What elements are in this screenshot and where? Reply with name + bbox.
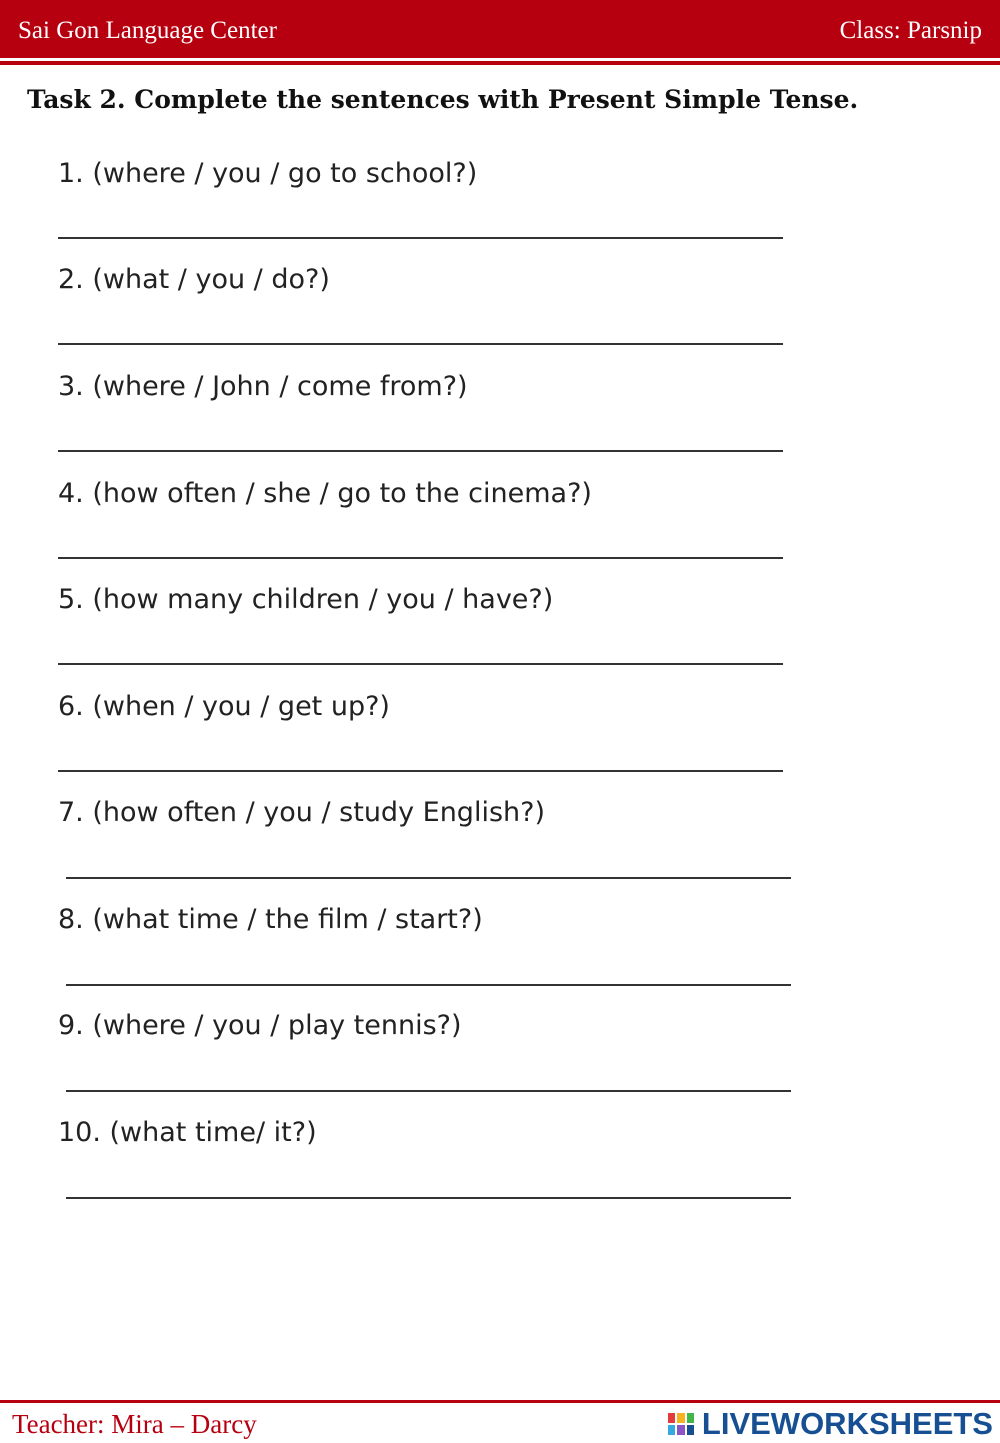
question-7: 7. (how often / you / study English?) <box>58 797 545 828</box>
answer-line-4[interactable] <box>58 557 783 559</box>
answer-line-1[interactable] <box>58 237 783 239</box>
question-3: 3. (where / John / come from?) <box>58 371 468 402</box>
answer-line-6[interactable] <box>58 770 783 772</box>
center-name: Sai Gon Language Center <box>18 17 277 44</box>
question-8: 8. (what time / the film / start?) <box>58 904 483 935</box>
question-6: 6. (when / you / get up?) <box>58 691 390 722</box>
question-2: 2. (what / you / do?) <box>58 264 330 295</box>
liveworksheets-brand <box>668 1406 993 1441</box>
answer-line-8[interactable] <box>66 984 791 986</box>
answer-line-5[interactable] <box>58 663 783 665</box>
answer-line-7[interactable] <box>66 877 791 879</box>
question-1: 1. (where / you / go to school?) <box>58 158 478 189</box>
answer-line-3[interactable] <box>58 450 783 452</box>
task-title: Task 2. Complete the sentences with Present Simple Tense. <box>27 85 859 114</box>
answer-line-9[interactable] <box>66 1090 791 1092</box>
question-5: 5. (how many children / you / have?) <box>58 584 554 615</box>
answer-line-2[interactable] <box>58 343 783 345</box>
question-9: 9. (where / you / play tennis?) <box>58 1010 462 1041</box>
teacher-label: Teacher: Mira – Darcy <box>12 1409 257 1439</box>
answer-line-10[interactable] <box>66 1197 791 1199</box>
class-label: Class: Parsnip <box>839 17 982 44</box>
header-divider <box>0 61 1000 65</box>
liveworksheets-wordmark: LIVEWORKSHEETS <box>701 1406 993 1441</box>
footer-divider <box>0 1400 1000 1403</box>
question-10: 10. (what time/ it?) <box>58 1117 317 1148</box>
question-4: 4. (how often / she / go to the cinema?) <box>58 478 592 509</box>
liveworksheets-logo-icon <box>668 1413 694 1435</box>
